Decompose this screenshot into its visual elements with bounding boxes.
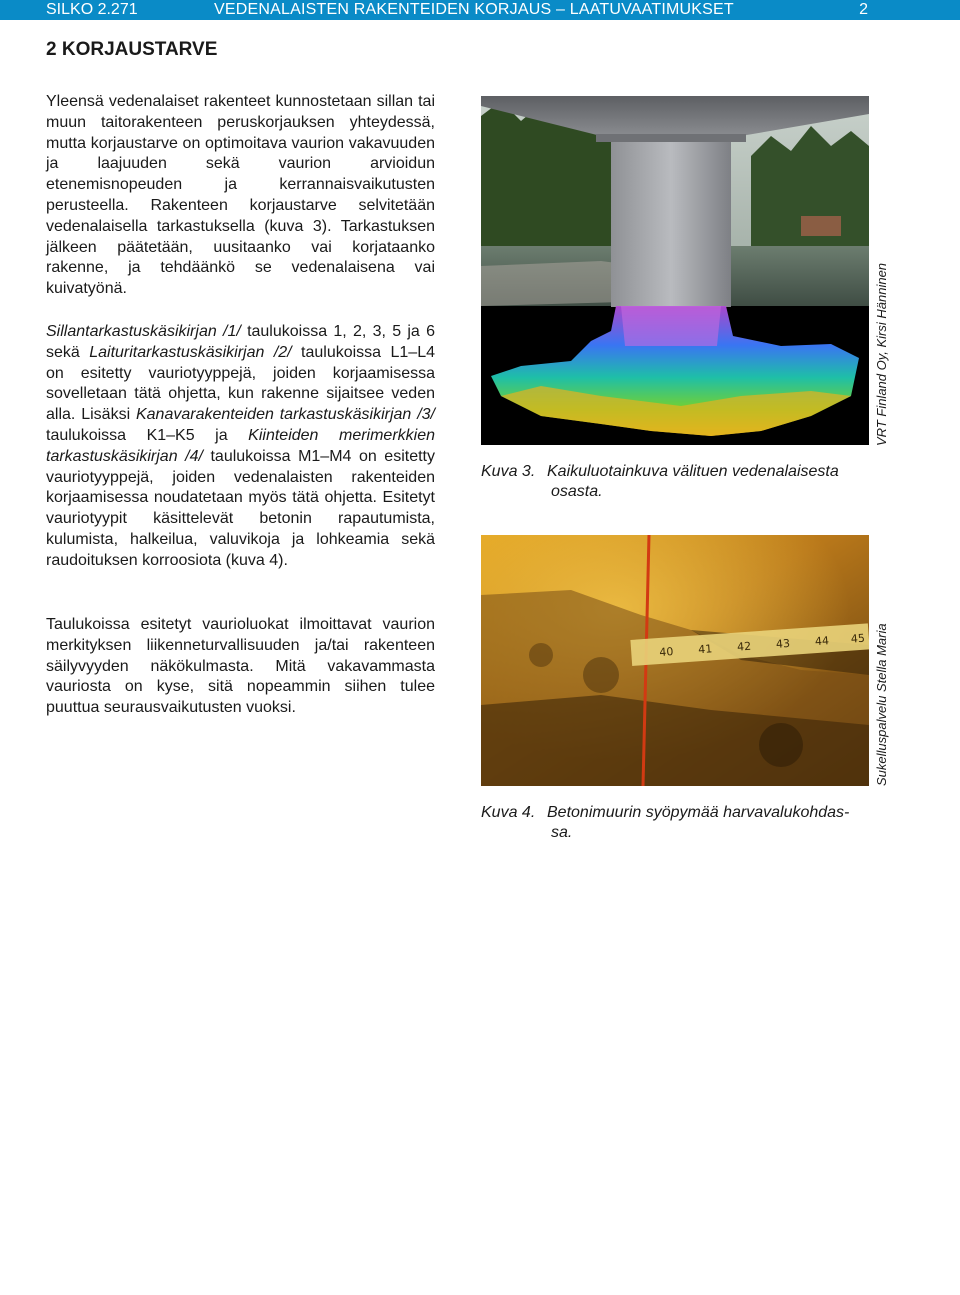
- paragraph-2-span-1: taulukoissa 1, 2, 3, 5 ja 6 sekä: [46, 323, 435, 361]
- figure-3-caption: [481, 462, 873, 502]
- paragraph-3: [46, 615, 435, 719]
- figure-3-image: [481, 96, 869, 445]
- figure-3-caption-line-1: Kaikuluotainkuva välituen vedenalaisesta: [547, 463, 839, 480]
- reference-1: Sillantarkastuskäsikirjan /1/: [46, 323, 241, 340]
- ruler-tick-43: 43: [775, 636, 791, 651]
- paragraph-2-span-4: taulukoissa M1–M4 on esitetty vauriotyyppejä, joiden vedenalaisten rakenteiden korjaamisessa noudatetaan myös tätä ohjetta. Esitetyt vauriotyypit käsittelevät betonin rapautumista, kulumista, halkeilua, valuvikoja ja lohkeamia sekä raudoituksen korroosiota (kuva 4).: [46, 447, 435, 569]
- ruler-tick-41: 41: [697, 642, 713, 657]
- paragraph-2-text: [46, 322, 435, 572]
- figure-4-label: Kuva 4.: [481, 804, 536, 821]
- document-code: SILKO 2.271: [46, 1, 138, 18]
- sonar-bridge-illustration: [481, 96, 869, 445]
- paragraph-1: [46, 92, 435, 300]
- document-title: VEDENALAISTEN RAKENTEIDEN KORJAUS – LAATUVAATIMUKSET: [214, 1, 734, 18]
- figure-3-caption-line-2: osasta.: [551, 483, 603, 500]
- ruler-tick-44: 44: [814, 634, 830, 649]
- figure-4-image: [481, 535, 869, 786]
- figure-4-caption: [481, 803, 873, 843]
- paragraph-2-span-3: taulukoissa K1–K5 ja: [46, 426, 249, 444]
- figure-4-caption-line-1: Betonimuurin syöpymää harvavalukohdas-: [547, 804, 850, 821]
- paragraph-2-span-2: taulukoissa L1–L4 on esitetty vauriotyyppejä, joiden korjaamisessa sovelletaan tätä ohjetta, kun rakenne sijaitsee veden alla. Lisäksi: [46, 343, 435, 424]
- paragraph-3-text: Taulukoissa esitetyt vaurioluokat ilmoittavat vaurion merkityksen liikenneturvallisuuden ja/tai rakenteen säilyvyyden näkökulmasta. Mitä vakavammasta vauriosta on kyse, sitä nopeammin siihen tulee puuttua seurausvaikutusten vuoksi.: [46, 616, 435, 717]
- underwater-wall-illustration: [481, 535, 869, 786]
- figure-3-credit: VRT Finland Oy, Kirsi Hänninen: [874, 262, 889, 446]
- figure-4-caption-line-2: sa.: [551, 824, 573, 841]
- figure-4-credit: Sukelluspalvelu Stella Maria: [874, 623, 889, 786]
- reference-3: Kanavarakenteiden tarkastuskäsikirjan /3/: [135, 406, 435, 424]
- figure-3-label: Kuva 3.: [481, 463, 536, 480]
- ruler-tick-42: 42: [736, 639, 752, 654]
- paragraph-2: [46, 322, 435, 572]
- section-title: 2 KORJAUSTARVE: [46, 39, 218, 60]
- paragraph-1-text: Yleensä vedenalaiset rakenteet kunnostetaan sillan tai muun taitorakenteen peruskorjauksen yhteydessä, mutta korjaustarve on optimoitava vaurion vakavuuden ja laajuuden sekä vaurion arvioidun etenemisnopeuden ja kerrannaisvaikutusten perusteella. Rakenteen korjaustarve selvitetään vedenalaisella tarkastuksella (kuva 3). Tarkastuksen jälkeen päätetään, uusitaanko vai korjataanko rakenne, ja tehdäänkö se vedenalaisena vai kuivatyönä.: [46, 93, 435, 298]
- reference-2: Laituritarkastuskäsikirjan /2/: [89, 343, 292, 361]
- ruler-tick-40: 40: [658, 645, 674, 660]
- ruler-tick-45: 45: [850, 631, 866, 646]
- page-header: [0, 0, 960, 20]
- page-number: 2: [859, 1, 868, 18]
- reference-4: Kiinteiden merimerkkien tarkastuskäsikirjan /4/: [46, 426, 436, 465]
